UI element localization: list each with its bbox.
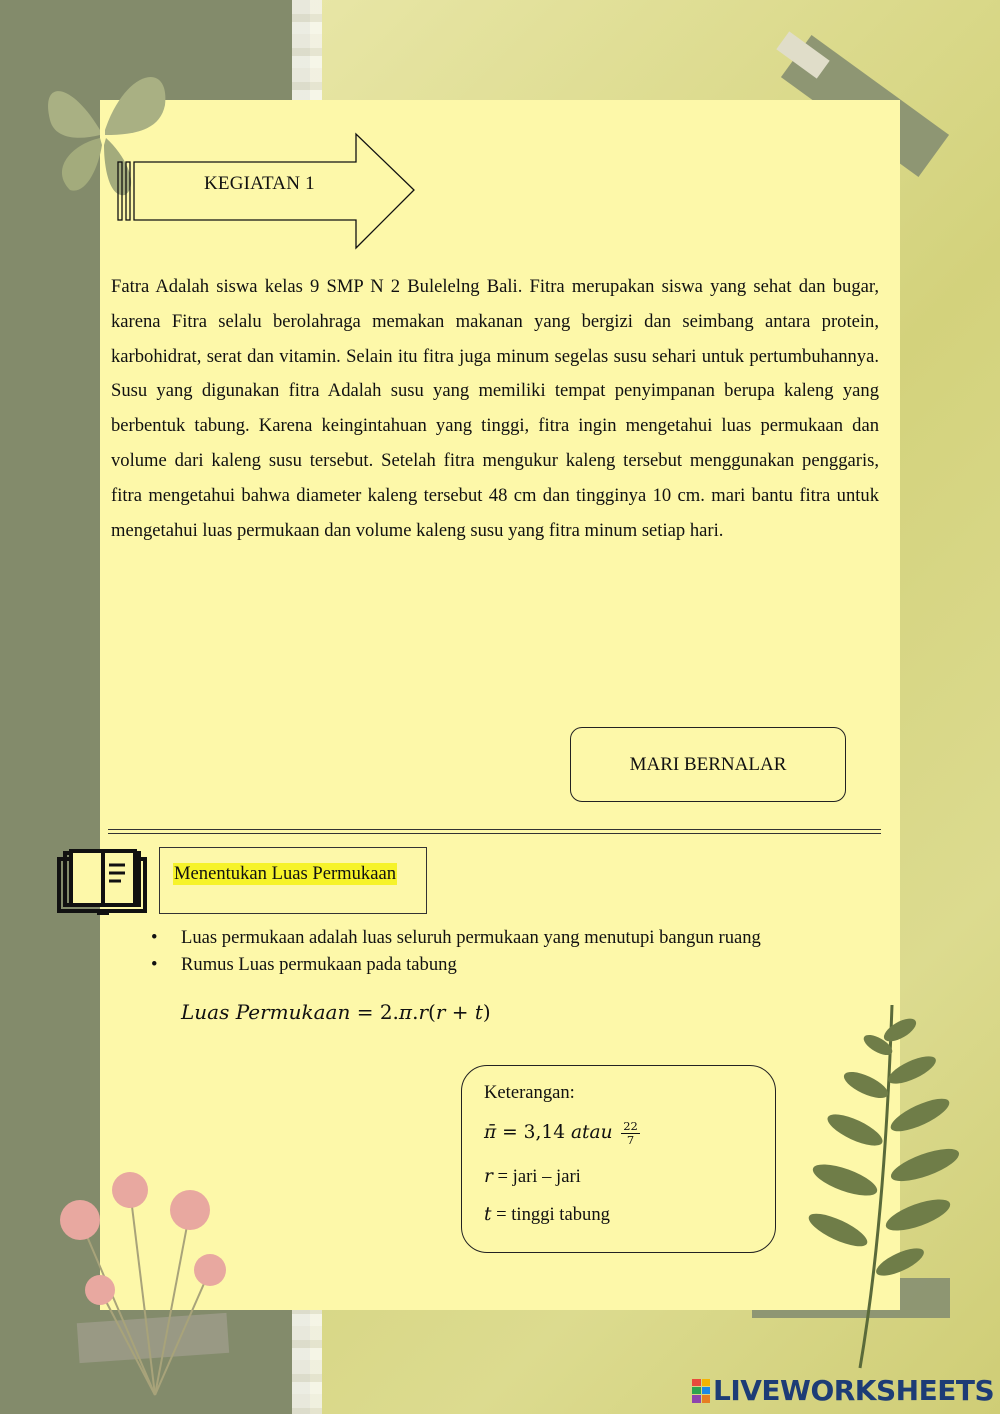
surface-area-formula: Luas Permukaan = 2.π.r(r + t) [181,1000,491,1024]
definition-list [151,925,761,978]
reasoning-box [570,727,846,802]
section-title-box [159,847,427,914]
logo-icon [692,1379,710,1403]
list-item: • Rumus Luas permukaan pada tabung [151,952,761,979]
note-height: t = tinggi tabung [484,1204,610,1225]
divider-line [108,833,881,834]
note-radius: r = jari – jari [484,1166,581,1187]
notes-title: Keterangan: [484,1082,575,1103]
note-pi: π̄ = 3,14 atau $\frac{22}{7}$ [484,1119,638,1147]
list-item: • Luas permukaan adalah luas seluruh permukaan yang menutupi bangun ruang [151,925,761,952]
divider-line [108,829,881,830]
fraction: $\frac{22}{7}$ [623,1119,638,1147]
fern-decoration [800,1000,970,1370]
flower-decoration [40,1150,240,1400]
story-paragraph: Fatra Adalah siswa kelas 9 SMP N 2 Bulelelng Bali. Fitra merupakan siswa yang sehat dan bugar, karena Fitra selalu berolahraga memakan makanan yang bergizi dan seimbang antara protein, karbohidrat, serat dan vitamin. Selain itu fitra juga minum segelas susu sehari untuk pertumbuhannya. Susu yang digunakan fitra Adalah susu yang memiliki tempat penyimpanan berupa kaleng yang berbentuk tabung. Karena keingintahuan yang tinggi, fitra ingin mengetahui luas permukaan dan volume dari kaleng susu tersebut. Setelah fitra mengukur kaleng tersebut menggunakan penggaris, fitra mengetahui bahwa diameter kaleng tersebut 48 cm dan tingginya 10 cm. mari bantu fitra untuk mengetahui luas permukaan dan volume kaleng susu yang fitra minum setiap hari. [111,276,879,541]
reasoning-label: MARI BERNALAR [629,753,787,775]
activity-title: KEGIATAN 1 [204,173,315,194]
liveworksheets-logo [692,1374,994,1407]
notes-box [461,1065,776,1253]
logo-text: LIVEWORKSHEETS [713,1374,995,1407]
open-book-icon [57,849,149,917]
section-title: Menentukan Luas Permukaan [174,863,397,884]
